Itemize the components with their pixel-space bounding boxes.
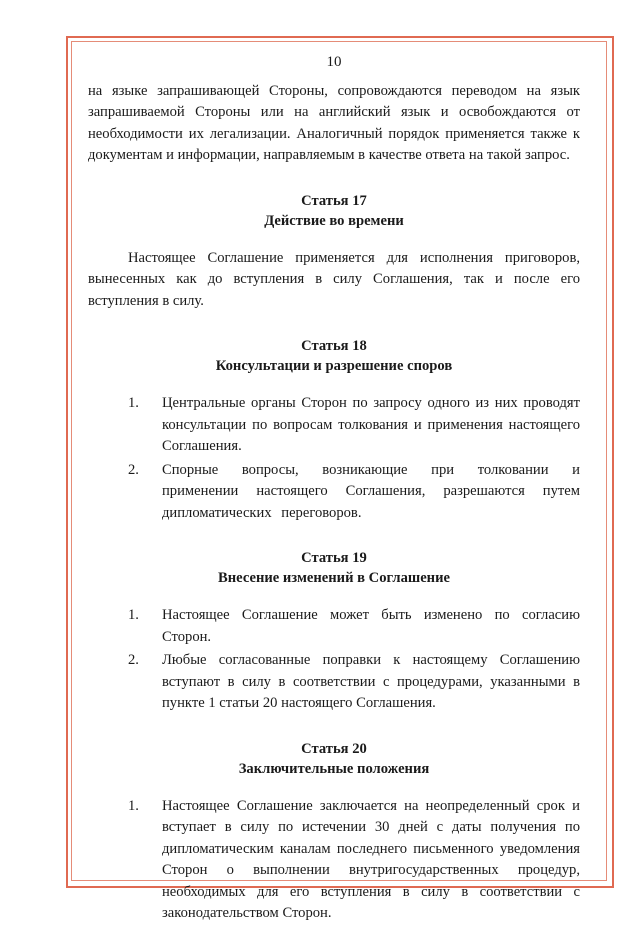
item-text: Любые согласованные поправки к настоящему Соглашению вступают в силу в соответствии с процедурами, указанными в пункте 1 статьи 20 настоящего Соглашения.	[162, 652, 580, 711]
article-heading: Статья 19	[301, 550, 367, 566]
article-19-item-1	[88, 605, 580, 648]
article-18-item-1	[88, 393, 580, 458]
article-title: Действие во времени	[264, 212, 404, 229]
item-text: Центральные органы Сторон по запросу одного из них проводят консультации по вопросам толкования и применения настоящего Соглашения.	[162, 395, 580, 454]
article-title: Заключительные положения	[238, 760, 430, 777]
article-20-item-1	[88, 796, 580, 925]
item-text: Спорные вопросы, возникающие при толковании и применении настоящего Соглашения, разрешаются путем дипломатических переговоров.	[162, 461, 580, 521]
item-number: 1.	[128, 607, 139, 623]
page-number: 10	[326, 54, 342, 70]
article-heading: Статья 18	[301, 338, 367, 354]
article-18-header	[88, 336, 580, 376]
article-title: Консультации и разрешение споров	[215, 358, 453, 374]
item-number: 1.	[128, 797, 139, 814]
article-20-header	[88, 739, 580, 779]
intro-paragraph: на языке запрашивающей Стороны, сопровождаются переводом на язык запрашиваемой Стороны или на английский язык и освобождаются от необходимости их легализации. Аналогичный порядок применяется также к документам и информации, направляемым в качестве ответа на такой запрос.	[88, 82, 580, 163]
article-18-item-2	[88, 460, 580, 525]
item-number: 1.	[128, 395, 139, 411]
article-title: Внесение изменений в Соглашение	[218, 570, 450, 586]
item-text: Настоящее Соглашение заключается на неопределенный срок и вступает в силу по истечении 30 дней с даты получения по дипломатическим каналам последнего письменного уведомления Сторон о выполнении внутригосударственных процедур, необходимых для его вступления в силу в соответствии с законодательством Сторон.	[162, 797, 580, 921]
document-page	[88, 52, 580, 925]
article-19-item-2	[88, 650, 580, 715]
item-number: 2.	[128, 461, 139, 478]
article-17-body: Настоящее Соглашение применяется для исполнения приговоров, вынесенных как до вступления в силу Соглашения, так и после его вступления в силу.	[88, 249, 580, 309]
article-heading: Статья 20	[301, 740, 367, 757]
item-number: 2.	[128, 652, 139, 668]
article-19-header	[88, 548, 580, 588]
article-17-header	[88, 191, 580, 231]
item-text: Настоящее Соглашение может быть изменено по согласию Сторон.	[162, 607, 580, 645]
article-heading: Статья 17	[301, 192, 367, 209]
